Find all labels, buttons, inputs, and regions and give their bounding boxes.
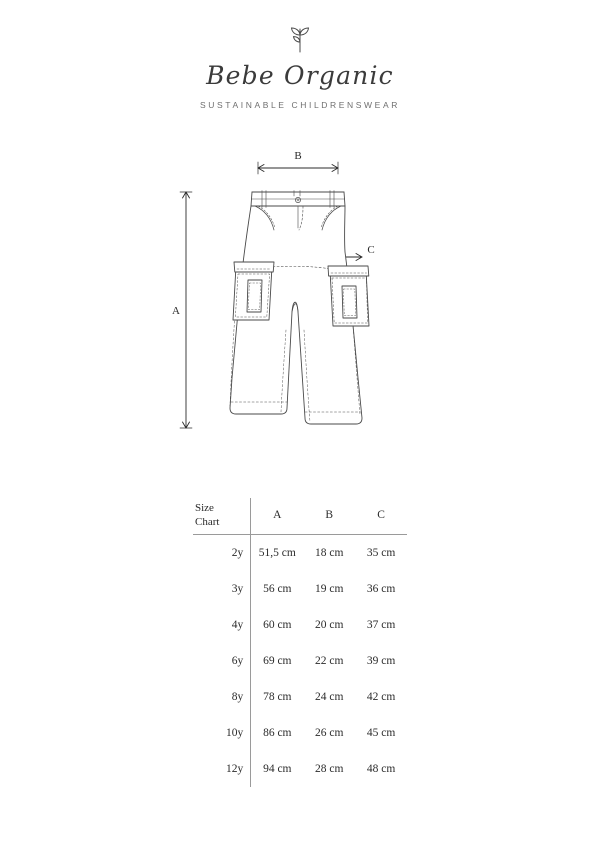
size-chart-corner-label bbox=[193, 498, 251, 535]
size-chart-section bbox=[0, 498, 600, 787]
corner-label-line2: Chart bbox=[195, 516, 220, 528]
measure-arrow-b bbox=[258, 162, 338, 174]
table-row bbox=[193, 607, 407, 643]
column-header-b: B bbox=[325, 509, 334, 522]
cell-a: 69 cm bbox=[263, 655, 292, 667]
cell-a: 60 cm bbox=[263, 619, 292, 631]
cell-b: 24 cm bbox=[315, 691, 344, 703]
cell-c: 39 cm bbox=[366, 655, 396, 667]
row-size-label: 6y bbox=[193, 643, 251, 679]
row-size-label: 3y bbox=[193, 571, 251, 607]
brand-name: Bebe Organic bbox=[206, 61, 394, 90]
table-row bbox=[193, 679, 407, 715]
left-cargo-pocket bbox=[233, 262, 274, 320]
table-header-row bbox=[193, 498, 407, 535]
cell-c: 35 cm bbox=[355, 535, 407, 572]
table-row bbox=[193, 751, 407, 787]
cell-c: 36 cm bbox=[366, 583, 396, 595]
size-chart-table bbox=[193, 498, 407, 787]
cell-a: 78 cm bbox=[263, 691, 292, 703]
product-technical-illustration bbox=[0, 140, 600, 470]
cell-b: 28 cm bbox=[315, 763, 344, 775]
row-size-label: 2y bbox=[193, 535, 251, 572]
cell-a: 56 cm bbox=[263, 583, 292, 595]
measure-label-c: C bbox=[367, 243, 375, 256]
table-row bbox=[193, 643, 407, 679]
cell-b: 18 cm bbox=[303, 535, 355, 572]
cell-c: 42 cm bbox=[366, 691, 396, 703]
cell-b: 26 cm bbox=[315, 727, 344, 739]
cell-b: 22 cm bbox=[315, 655, 344, 667]
column-header-a: A bbox=[273, 509, 282, 522]
row-size-label: 8y bbox=[193, 679, 251, 715]
cell-a: 51,5 cm bbox=[251, 535, 304, 572]
cell-a: 94 cm bbox=[263, 763, 292, 775]
cell-c: 37 cm bbox=[366, 619, 396, 631]
cell-b: 20 cm bbox=[315, 619, 344, 631]
brand-header bbox=[0, 0, 600, 110]
measure-label-a: A bbox=[172, 304, 180, 317]
cell-c: 45 cm bbox=[366, 727, 396, 739]
brand-tagline: SUSTAINABLE CHILDRENSWEAR bbox=[200, 99, 400, 110]
row-size-label: 10y bbox=[193, 715, 251, 751]
leaf-sprig-icon bbox=[283, 22, 317, 56]
corner-label-line1: Size bbox=[195, 502, 214, 515]
cargo-trousers-line-drawing bbox=[0, 140, 600, 470]
column-header-c: C bbox=[377, 509, 385, 522]
table-row bbox=[193, 571, 407, 607]
table-row bbox=[193, 715, 407, 751]
cell-c: 48 cm bbox=[366, 763, 396, 775]
cell-b: 19 cm bbox=[315, 583, 344, 595]
measure-arrow-a bbox=[180, 192, 192, 428]
row-size-label: 12y bbox=[193, 751, 251, 787]
row-size-label: 4y bbox=[193, 607, 251, 643]
measure-label-b: B bbox=[294, 149, 302, 162]
cell-a: 86 cm bbox=[263, 727, 292, 739]
table-row bbox=[193, 535, 407, 572]
